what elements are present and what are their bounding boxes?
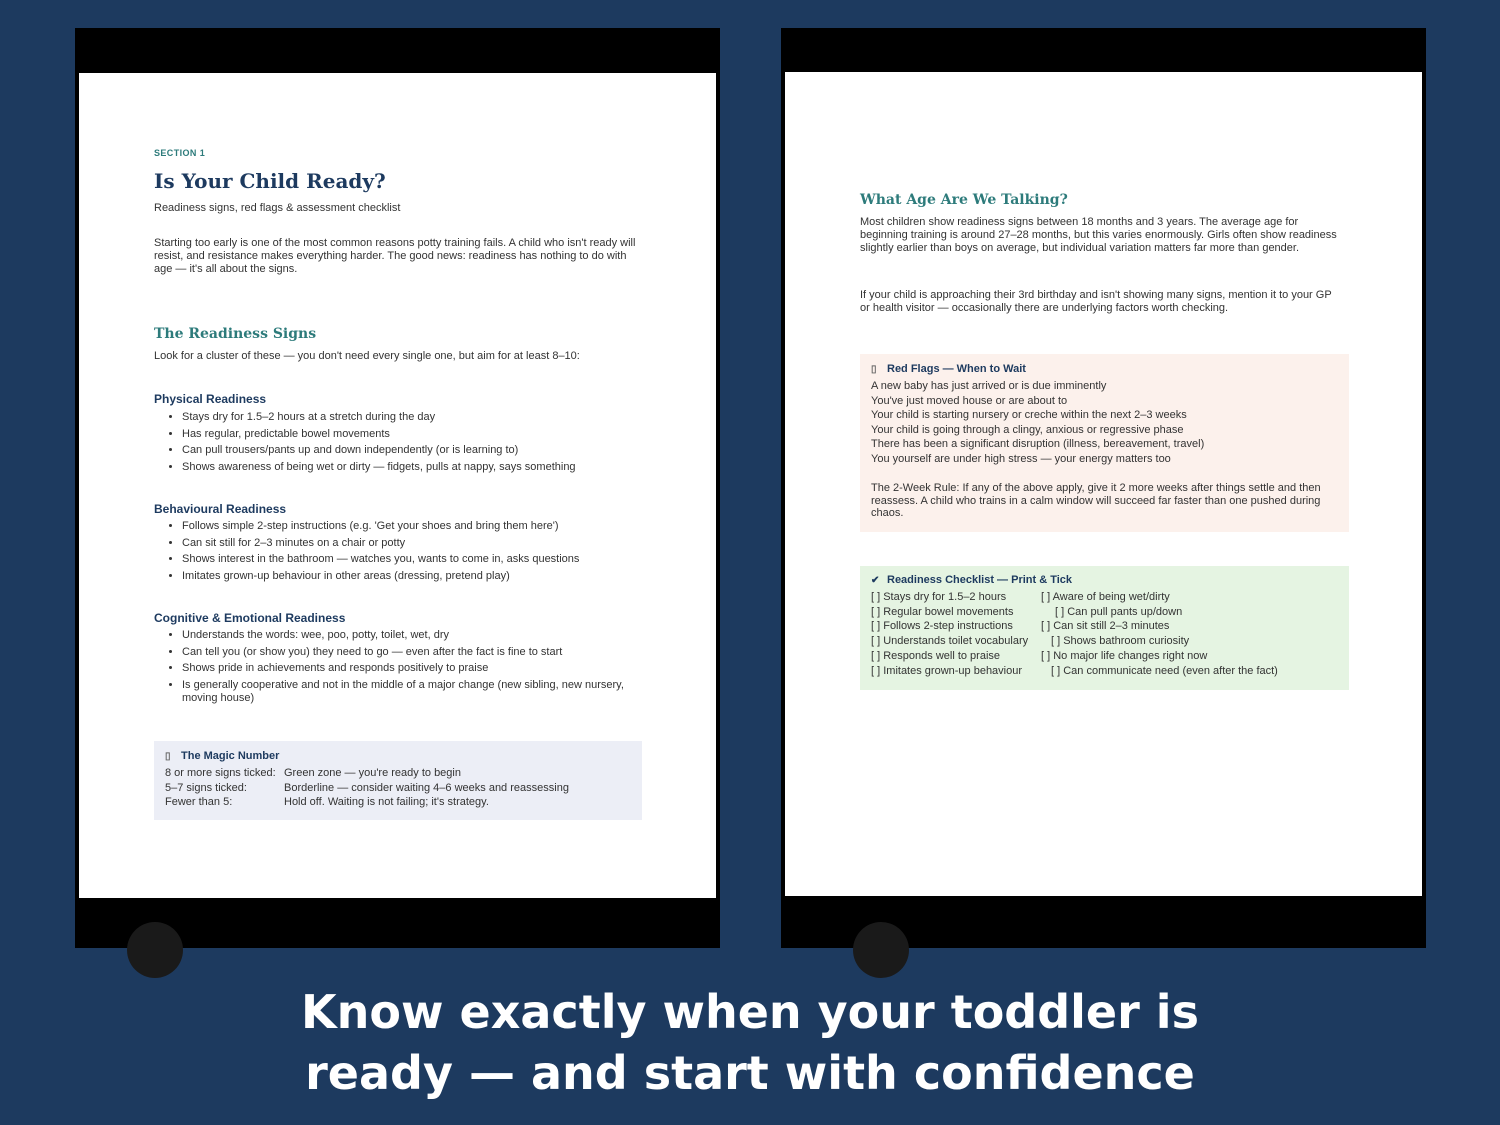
red-flag-item: You yourself are under high stress — your energy matters too	[871, 452, 1171, 465]
list-item: • Stays dry for 1.5–2 hours at a stretch during the day	[182, 411, 652, 424]
physical-readiness-heading: Physical Readiness	[154, 392, 267, 406]
table-row	[871, 605, 1278, 620]
page-subtitle: Readiness signs, red flags & assessment checklist	[154, 202, 401, 214]
list-item: • Imitates grown-up behaviour in other areas (dressing, pretend play)	[182, 570, 652, 583]
magic-number-table	[165, 766, 569, 810]
red-flag-item: You've just moved house or are about to	[871, 394, 1068, 407]
list-item: • Shows pride in achievements and responds positively to praise	[182, 662, 627, 675]
table-row	[871, 664, 1278, 679]
table-row	[165, 795, 569, 810]
red-flags-title: Red Flags — When to Wait	[887, 363, 1026, 375]
row-label: 5–7 signs ticked:	[165, 781, 247, 794]
age-paragraph-2: If your child is approaching their 3rd birthday and isn't showing many signs, mention it to your GP or health visitor — occasionally there are underlying factors worth checking.	[860, 289, 1332, 314]
table-row	[871, 649, 1278, 664]
list-item: • Shows interest in the bathroom — watches you, wants to come in, asks questions	[182, 553, 652, 566]
warning-icon: ▯	[871, 363, 877, 375]
checklist-item[interactable]: [ ] Follows 2-step instructions	[871, 620, 1013, 633]
physical-readiness-list	[154, 411, 652, 477]
age-paragraph-1: Most children show readiness signs between 18 months and 3 years. The average age for beginning training is around 27–28 months, but this varies enormously. Girls often show readiness slightly earlier than boys on average, but individual variation matters far more than gender.	[860, 216, 1337, 254]
document-page-right	[785, 72, 1422, 896]
behavioural-readiness-heading: Behavioural Readiness	[154, 502, 287, 516]
caption-line-1: Know exactly when your toddler is	[301, 985, 1199, 1039]
list-item: • Follows simple 2-step instructions (e.g. 'Get your shoes and bring them here')	[182, 520, 652, 533]
checklist-item[interactable]: [ ] Regular bowel movements	[871, 605, 1014, 618]
two-week-rule: The 2-Week Rule: If any of the above apply, give it 2 more weeks after things settle and then reassess. A child who trains in a calm window will succeed far faster than one pushed during chaos.	[871, 482, 1321, 519]
row-text: Hold off. Waiting is not failing; it's strategy.	[284, 796, 489, 808]
magic-number-title-row	[165, 750, 631, 762]
check-icon: ✔	[871, 574, 880, 586]
magic-number-title: The Magic Number	[181, 750, 280, 762]
checklist-title: Readiness Checklist — Print & Tick	[887, 574, 1073, 586]
checklist-title-row	[871, 574, 1338, 586]
cognitive-readiness-heading: Cognitive & Emotional Readiness	[154, 611, 346, 625]
tablet-right	[781, 28, 1426, 948]
tablet-left	[75, 28, 720, 948]
row-label: 8 or more signs ticked:	[165, 767, 276, 779]
checklist-item[interactable]: [ ] Understands toilet vocabulary	[871, 635, 1029, 648]
home-button[interactable]	[853, 922, 909, 978]
checklist-item[interactable]: [ ] Shows bathroom curiosity	[1051, 635, 1190, 648]
list-item: • Understands the words: wee, poo, potty, toilet, wet, dry	[182, 629, 627, 642]
age-heading: What Age Are We Talking?	[860, 192, 1068, 208]
marketing-caption	[0, 982, 1500, 1104]
table-row	[871, 590, 1278, 605]
section-label: SECTION 1	[154, 148, 206, 158]
table-row	[165, 781, 569, 796]
intro-paragraph: Starting too early is one of the most common reasons potty training fails. A child who isn't ready will resist, and resistance makes everything harder. The good news: readiness has nothing to do with age — it's all about the signs.	[154, 237, 636, 275]
table-row	[871, 634, 1278, 649]
list-item: • Can sit still for 2–3 minutes on a chair or potty	[182, 537, 652, 550]
magic-number-box	[154, 741, 642, 820]
checklist-item[interactable]: [ ] Stays dry for 1.5–2 hours	[871, 591, 1007, 603]
red-flag-item: Your child is going through a clingy, anxious or regressive phase	[871, 423, 1184, 436]
checklist-item[interactable]: [ ] Imitates grown-up behaviour	[871, 664, 1023, 677]
list-item: • Has regular, predictable bowel movements	[182, 428, 652, 441]
list-item: • Can pull trousers/pants up and down independently (or is learning to)	[182, 444, 652, 457]
table-row	[871, 619, 1278, 634]
red-flag-item: Your child is starting nursery or creche within the next 2–3 weeks	[871, 409, 1187, 421]
checklist-table	[871, 590, 1278, 678]
document-page-left	[79, 73, 716, 898]
red-flags-box	[860, 354, 1349, 532]
home-button[interactable]	[127, 922, 183, 978]
list-item: • Shows awareness of being wet or dirty — fidgets, pulls at nappy, says something	[182, 461, 652, 474]
list-item: • Is generally cooperative and not in the middle of a major change (new sibling, new nursery, moving house)	[182, 679, 627, 705]
row-text: Green zone — you're ready to begin	[284, 767, 461, 779]
readiness-signs-heading: The Readiness Signs	[154, 326, 317, 342]
checklist-item[interactable]: [ ] Can sit still 2–3 minutes	[1041, 620, 1170, 633]
row-label: Fewer than 5:	[165, 796, 233, 808]
list-item: • Can tell you (or show you) they need to go — even after the fact is fine to start	[182, 646, 627, 659]
red-flag-item: There has been a significant disruption (illness, bereavement, travel)	[871, 438, 1205, 450]
checklist-item[interactable]: [ ] Responds well to praise	[871, 649, 1001, 662]
red-flags-title-row	[871, 363, 1338, 375]
row-text: Borderline — consider waiting 4–6 weeks and reassessing	[284, 781, 569, 794]
table-row	[165, 766, 569, 781]
checklist-item[interactable]: [ ] Can pull pants up/down	[1055, 605, 1183, 618]
caption-line-2: ready — and start with confidence	[305, 1046, 1195, 1100]
checklist-item[interactable]: [ ] Can communicate need (even after the fact)	[1051, 664, 1278, 677]
readiness-signs-intro: Look for a cluster of these — you don't need every single one, but aim for at least 8–10:	[154, 350, 580, 362]
behavioural-readiness-list	[154, 520, 652, 586]
checklist-item[interactable]: [ ] No major life changes right now	[1041, 649, 1208, 662]
page-title: Is Your Child Ready?	[154, 169, 386, 193]
red-flag-item: A new baby has just arrived or is due imminently	[871, 380, 1107, 392]
readiness-checklist-box	[860, 566, 1349, 690]
checklist-item[interactable]: [ ] Aware of being wet/dirty	[1041, 591, 1170, 603]
lightbulb-icon: ▯	[165, 750, 171, 762]
cognitive-readiness-list	[154, 629, 627, 708]
